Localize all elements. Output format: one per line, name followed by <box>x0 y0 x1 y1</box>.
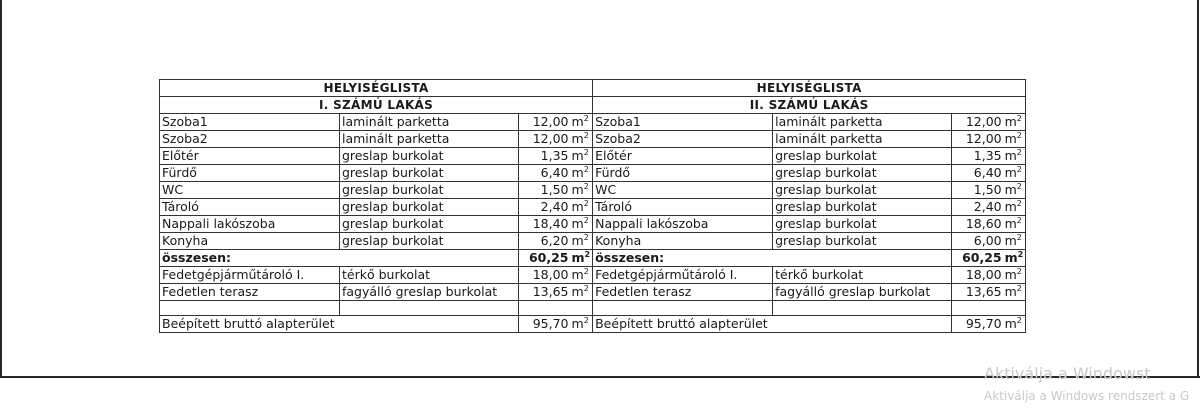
room-name: Előtér <box>593 148 773 165</box>
area-unit <box>571 148 593 165</box>
unit-base: m <box>571 114 584 129</box>
room-name: Tároló <box>593 199 773 216</box>
unit-exponent: 2 <box>1016 232 1022 242</box>
extra-area-value: 13,65 <box>519 284 571 301</box>
gross-area-value: 95,70 <box>519 316 571 333</box>
unit-exponent: 2 <box>583 283 589 293</box>
gross-area-unit <box>1004 316 1026 333</box>
area-unit <box>1004 284 1026 301</box>
unit-exponent: 2 <box>1016 164 1022 174</box>
total-label: összesen: <box>160 250 519 267</box>
unit-base: m <box>1004 250 1018 265</box>
floor-covering: greslap burkolat <box>340 148 519 165</box>
unit-exponent: 2 <box>1016 181 1022 191</box>
empty-cell <box>160 301 340 316</box>
room-name: Előtér <box>160 148 340 165</box>
unit-base: m <box>571 284 584 299</box>
extra-area-value: 18,00 <box>952 267 1004 284</box>
room-area: 12,00 <box>519 131 571 148</box>
extra-area-name: Fedetlen terasz <box>160 284 340 301</box>
floor-covering: greslap burkolat <box>340 233 519 250</box>
unit-exponent: 2 <box>1016 315 1022 325</box>
window-border-left <box>0 0 2 376</box>
unit-base: m <box>571 148 584 163</box>
room-row <box>160 182 1026 199</box>
unit-exponent: 2 <box>1017 249 1024 259</box>
empty-cell <box>1004 301 1026 316</box>
room-area: 2,40 <box>952 199 1004 216</box>
extra-area-row <box>160 267 1026 284</box>
extra-area-value: 13,65 <box>952 284 1004 301</box>
windows-activation-watermark-title: Aktiválja a Windowst <box>984 364 1151 383</box>
floor-covering: greslap burkolat <box>340 182 519 199</box>
unit-base: m <box>1004 284 1017 299</box>
room-area: 12,00 <box>952 131 1004 148</box>
total-unit <box>1004 250 1026 267</box>
total-label: összesen: <box>593 250 952 267</box>
room-row <box>160 216 1026 233</box>
room-name: Nappali lakószoba <box>160 216 340 233</box>
room-area: 1,35 <box>952 148 1004 165</box>
unit-exponent: 2 <box>583 232 589 242</box>
area-unit <box>1004 267 1026 284</box>
room-area: 1,50 <box>519 182 571 199</box>
unit-base: m <box>1004 148 1017 163</box>
area-unit <box>571 216 593 233</box>
room-name: WC <box>593 182 773 199</box>
area-unit <box>1004 216 1026 233</box>
room-area: 12,00 <box>519 114 571 131</box>
unit-exponent: 2 <box>1016 283 1022 293</box>
floor-covering: laminált parketta <box>773 114 952 131</box>
floor-covering: greslap burkolat <box>773 233 952 250</box>
extra-area-name: Fedetgépjárműtároló I. <box>593 267 773 284</box>
area-unit <box>1004 148 1026 165</box>
area-unit <box>571 199 593 216</box>
unit-base: m <box>571 131 584 146</box>
unit-exponent: 2 <box>1016 266 1022 276</box>
gross-area-unit <box>571 316 593 333</box>
extra-floor-covering: térkő burkolat <box>340 267 519 284</box>
floor-covering: greslap burkolat <box>773 182 952 199</box>
unit-base: m <box>1004 267 1017 282</box>
room-row <box>160 199 1026 216</box>
area-unit <box>1004 165 1026 182</box>
unit-exponent: 2 <box>1016 215 1022 225</box>
gross-area-row <box>160 316 1026 333</box>
empty-cell <box>519 301 571 316</box>
extra-area-value: 18,00 <box>519 267 571 284</box>
room-name: Szoba1 <box>160 114 340 131</box>
total-unit <box>571 250 593 267</box>
unit-exponent: 2 <box>583 113 589 123</box>
unit-exponent: 2 <box>583 198 589 208</box>
room-row <box>160 148 1026 165</box>
room-row <box>160 233 1026 250</box>
area-unit <box>1004 182 1026 199</box>
unit-base: m <box>571 199 584 214</box>
unit-base: m <box>571 316 584 331</box>
room-list-table <box>159 79 1026 333</box>
total-area: 60,25 <box>519 250 571 267</box>
room-area: 1,35 <box>519 148 571 165</box>
empty-cell <box>952 301 1004 316</box>
room-area: 6,40 <box>952 165 1004 182</box>
unit-base: m <box>571 233 584 248</box>
empty-cell <box>340 301 519 316</box>
unit-exponent: 2 <box>583 181 589 191</box>
gross-area-value: 95,70 <box>952 316 1004 333</box>
extra-area-name: Fedetlen terasz <box>593 284 773 301</box>
unit-base: m <box>1004 131 1017 146</box>
table-title: HELYISÉGLISTA <box>160 80 593 97</box>
total-area: 60,25 <box>952 250 1004 267</box>
extra-floor-covering: fagyálló greslap burkolat <box>340 284 519 301</box>
apartment-title: I. SZÁMÚ LAKÁS <box>160 97 593 114</box>
unit-exponent: 2 <box>1016 113 1022 123</box>
room-name: Konyha <box>160 233 340 250</box>
room-name: Tároló <box>160 199 340 216</box>
area-unit <box>1004 233 1026 250</box>
gross-area-label: Beépített bruttó alapterület <box>160 316 519 333</box>
area-unit <box>571 182 593 199</box>
unit-exponent: 2 <box>584 249 591 259</box>
floor-covering: greslap burkolat <box>773 148 952 165</box>
floor-covering: greslap burkolat <box>340 199 519 216</box>
extra-area-row <box>160 284 1026 301</box>
floor-covering: greslap burkolat <box>773 216 952 233</box>
unit-base: m <box>1004 316 1017 331</box>
area-unit <box>571 131 593 148</box>
floor-covering: greslap burkolat <box>340 165 519 182</box>
unit-base: m <box>1004 216 1017 231</box>
room-area: 6,40 <box>519 165 571 182</box>
room-name: WC <box>160 182 340 199</box>
room-area: 12,00 <box>952 114 1004 131</box>
unit-exponent: 2 <box>583 164 589 174</box>
unit-exponent: 2 <box>583 130 589 140</box>
empty-cell <box>773 301 952 316</box>
unit-exponent: 2 <box>583 315 589 325</box>
room-name: Szoba2 <box>593 131 773 148</box>
window-border-right <box>1197 0 1199 376</box>
room-name: Fürdő <box>160 165 340 182</box>
room-row <box>160 131 1026 148</box>
floor-covering: laminált parketta <box>340 114 519 131</box>
unit-base: m <box>571 165 584 180</box>
table-title: HELYISÉGLISTA <box>593 80 1026 97</box>
area-unit <box>571 114 593 131</box>
windows-activation-watermark-text: Aktiválja a Windows rendszert a G <box>984 389 1190 403</box>
unit-base: m <box>571 182 584 197</box>
empty-cell <box>593 301 773 316</box>
room-name: Nappali lakószoba <box>593 216 773 233</box>
unit-base: m <box>571 267 584 282</box>
extra-floor-covering: fagyálló greslap burkolat <box>773 284 952 301</box>
unit-base: m <box>1004 233 1017 248</box>
unit-exponent: 2 <box>583 147 589 157</box>
gross-area-label: Beépített bruttó alapterület <box>593 316 952 333</box>
area-unit <box>571 165 593 182</box>
room-name: Szoba2 <box>160 131 340 148</box>
area-unit <box>1004 114 1026 131</box>
room-row <box>160 165 1026 182</box>
floor-covering: greslap burkolat <box>773 199 952 216</box>
area-unit <box>571 284 593 301</box>
unit-exponent: 2 <box>583 215 589 225</box>
unit-base: m <box>1004 199 1017 214</box>
area-unit <box>571 233 593 250</box>
room-name: Szoba1 <box>593 114 773 131</box>
unit-exponent: 2 <box>1016 147 1022 157</box>
room-area: 6,20 <box>519 233 571 250</box>
extra-floor-covering: térkő burkolat <box>773 267 952 284</box>
room-area: 18,40 <box>519 216 571 233</box>
floor-covering: greslap burkolat <box>340 216 519 233</box>
unit-base: m <box>571 250 585 265</box>
empty-cell <box>571 301 593 316</box>
floor-covering: greslap burkolat <box>773 165 952 182</box>
room-area: 1,50 <box>952 182 1004 199</box>
unit-base: m <box>1004 165 1017 180</box>
apartment-title: II. SZÁMÚ LAKÁS <box>593 97 1026 114</box>
unit-base: m <box>1004 182 1017 197</box>
unit-exponent: 2 <box>1016 130 1022 140</box>
unit-exponent: 2 <box>1016 198 1022 208</box>
spacer-row <box>160 301 1026 316</box>
room-area: 6,00 <box>952 233 1004 250</box>
floor-covering: laminált parketta <box>773 131 952 148</box>
unit-exponent: 2 <box>583 266 589 276</box>
area-unit <box>1004 131 1026 148</box>
unit-base: m <box>1004 114 1017 129</box>
floor-covering: laminált parketta <box>340 131 519 148</box>
room-list-table-container <box>159 79 1026 333</box>
area-unit <box>571 267 593 284</box>
room-area: 2,40 <box>519 199 571 216</box>
area-unit <box>1004 199 1026 216</box>
extra-area-name: Fedetgépjárműtároló I. <box>160 267 340 284</box>
room-name: Fürdő <box>593 165 773 182</box>
room-row <box>160 114 1026 131</box>
title-row <box>160 80 1026 97</box>
total-row <box>160 250 1026 267</box>
room-name: Konyha <box>593 233 773 250</box>
room-area: 18,60 <box>952 216 1004 233</box>
subtitle-row <box>160 97 1026 114</box>
unit-base: m <box>571 216 584 231</box>
